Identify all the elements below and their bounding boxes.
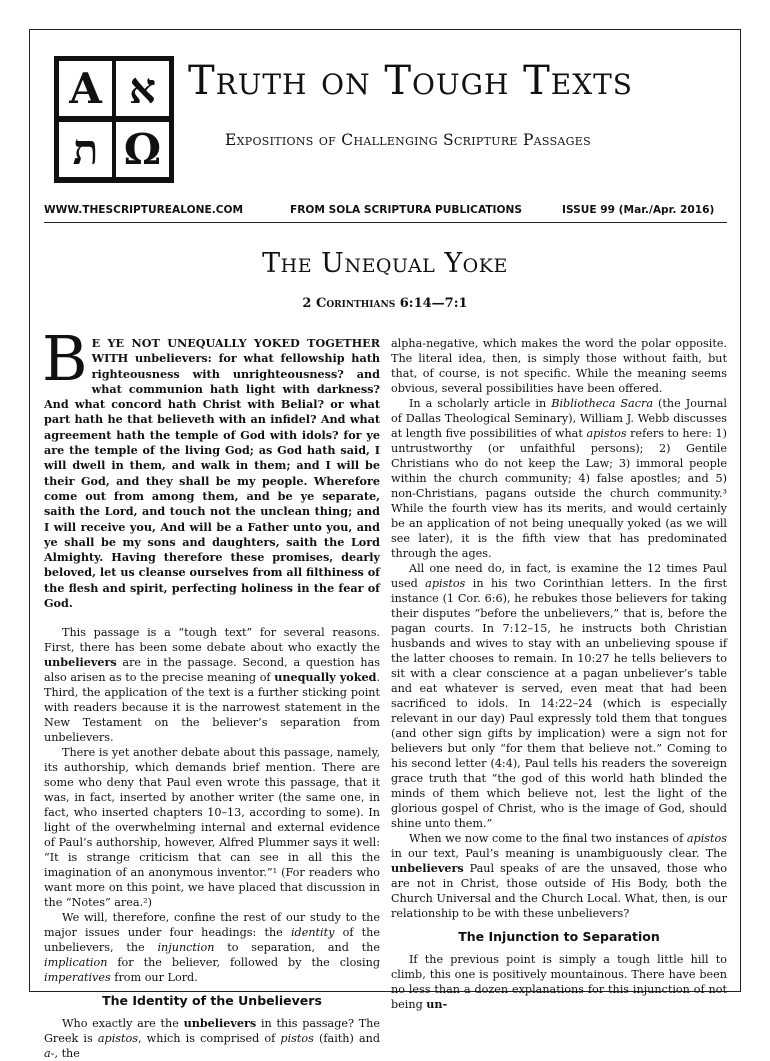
website-link[interactable]: WWW.THESCRIPTUREALONE.COM [44, 204, 244, 216]
heading-identity: The Identity of the Unbelievers [102, 993, 322, 1009]
paragraph-4-cont: alpha-negative, which makes the word the polar opposite. The literal idea, then, is simply those without faith, but that, of course, is not specific. While the meaning seems obvious, several possibilities have been offered. [391, 337, 727, 395]
issue-line: ISSUE 99 (Mar./Apr. 2016) [562, 204, 715, 216]
masthead-title: Truth on Tough Texts [188, 58, 633, 104]
paragraph-1: This passage is a “tough text” for several reasons. First, there has been some debate about who exactly the unbelievers are in the passage. Second, a question has also arisen as to the precise meaning of unequally yoked. Third, the application of the text is a further sticking point with readers because it is the narrowest statement in the New Testament on the believer’s separation from unbelievers. [44, 626, 381, 745]
paragraph-3: We will, therefore, confine the rest of our study to the major issues under four headings: the identity of the unbelievers, the injunction to separation, and the implication for the believer, followed by the closing imperatives from our Lord. [44, 911, 381, 985]
paragraph-8: If the previous point is simply a tough little hill to climb, this one is positively mountainous. There have been no less than a dozen explanations for this injunction of not being un- [391, 953, 727, 1011]
paragraph-6: All one need do, in fact, is examine the 12 times Paul used apistos in his two Corinthian letters. In the first instance (1 Cor. 6:6), he rebukes those believers for taking their disputes “before the unbelievers,” that is, before the pagan courts. In 7:12–15, he instructs both Christian husbands and wives to stay with an unbelieving spouse if the latter chooses to remain. In 10:27 he tells believers to sit with a clear conscience at a pagan unbeliever’s table and eat whatever is served, even meat that had been sacrificed to idols. In 14:22–24 (which is especially relevant in our day) Paul expressly told them that tongues (and other sign gifts by implication) were a sign not for believers but only “for them that believe not.” Coming to his second letter (4:4), Paul tells his readers the sovereign grace truth that “the god of this world hath blinded the minds of them which believe not, lest the light of the glorious gospel of Christ, who is the image of God, should shine unto them.” [391, 562, 727, 830]
paragraph-7: When we now come to the final two instances of apistos in our text, Paul’s meaning is unambiguously clear. The unbelievers Paul speaks of are the unsaved, those who are not in Christ, those outside of His Body, both the Church Universal and the Church Local. What, then, is our relationship to be with these unbelievers? [391, 832, 727, 920]
drop-cap: B [42, 322, 88, 395]
scripture-reference: 2 Corinthians 6:14—7:1 [302, 296, 468, 311]
header-divider [44, 222, 727, 223]
logo-omega: Ω [116, 122, 169, 177]
paragraph-4: Who exactly are the unbelievers in this passage? The Greek is apistos, which is comprised of pistos (faith) and a-, the [44, 1016, 380, 1061]
column-right [391, 336, 727, 1012]
article-title: The Unequal Yoke [262, 248, 508, 279]
scripture-text [42, 322, 380, 611]
publisher-line: FROM SOLA SCRIPTURA PUBLICATIONS [290, 204, 522, 216]
scripture-body: E YE NOT UNEQUALLY YOKED TOGETHER WITH unbelievers: for what fellowship hath righteousness with unrighteousness? and what communion hath light with darkness? And what concord hath Christ with Belial? or what part hath he that believeth with an infidel? And what agreement hath the temple of God with idols? for ye are the temple of the living God; as God hath said, I will dwell in them, and walk in them; and I will be their God, and they shall be my people. Wherefore come out from among them, and be ye separate, saith the Lord, and touch not the unclean thing; and I will receive you, And will be a Father unto you, and ye shall be my sons and daughters, saith the Lord Almighty. Having therefore these promises, dearly beloved, let us cleanse ourselves from all filthiness of the flesh and spirit, perfecting holiness in the fear of God. [44, 336, 380, 611]
heading-injunction: The Injunction to Separation [458, 929, 660, 944]
logo-aleph: א [116, 61, 169, 116]
column-left [42, 322, 381, 1061]
logo-alpha: A [59, 61, 112, 116]
paragraph-2: There is yet another debate about this passage, namely, its authorship, which demands brief mention. There are some who deny that Paul even wrote this passage, that it was, in fact, inserted by another writer (the same one, in fact, who inserted chapters 10–13, according to some). In light of the overwhelming internal and external evidence of Paul’s authorship, however, Alfred Plummer says it well: “It is strange criticism that can see in all this the imagination of an anonymous inventor.”¹ (For readers who want more on this point, we have placed that discussion in the “Notes” area.²) [44, 746, 380, 910]
logo-tav: ת [59, 122, 112, 177]
paragraph-5: In a scholarly article in Bibliotheca Sacra (the Journal of Dallas Theological Seminary), William J. Webb discusses at length five possibilities of what apistos refers to here: 1) untrustworthy (or unfaithful persons); 2) Gentile Christians who do not keep the Law; 3) immoral people within the church community; 4) false apostles; and 5) non-Christians, pagans outside the church community.³ While the fourth view has its merits, and would certainly be an application of not being unequally yoked (as we will see later), it is the fifth view that has predominated through the ages. [391, 397, 727, 560]
masthead-subtitle: Expositions of Challenging Scripture Passages [225, 131, 591, 149]
masthead-logo [54, 56, 174, 183]
